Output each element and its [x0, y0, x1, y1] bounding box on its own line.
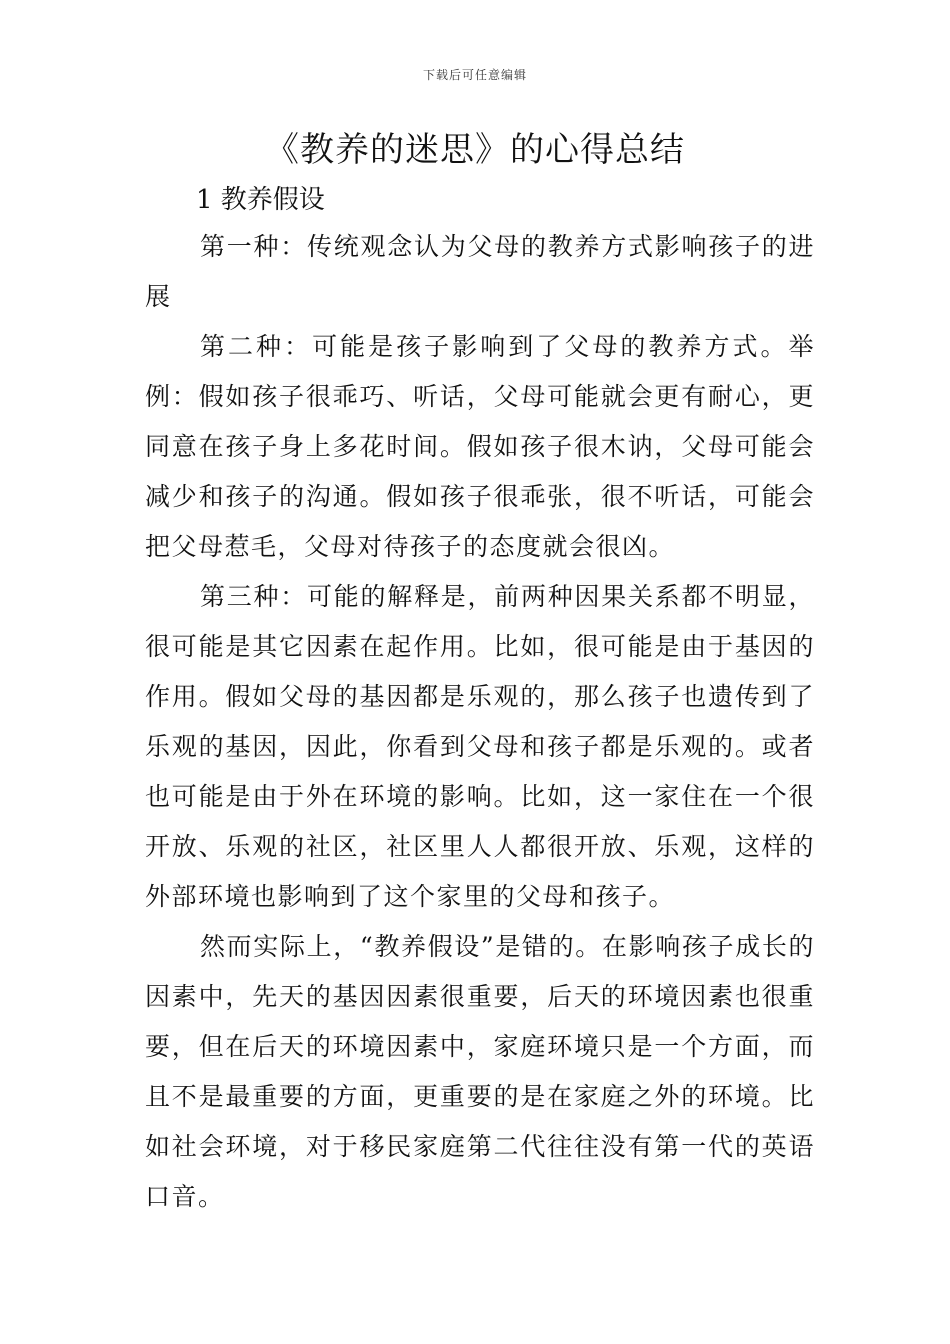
document-title: 《教养的迷思》的心得总结: [265, 130, 685, 170]
header-note: 下载后可任意编辑: [422, 68, 527, 82]
paragraph-1: 第一种：传统观念认为父母的教养方式影响孩子的进展: [145, 232, 815, 311]
paragraph-3: 第三种：可能的解释是，前两种因果关系都不明显，很可能是其它因素在起作用。比如，很可能是由于基因的作用。假如父母的基因都是乐观的，那么孩子也遗传到了乐观的基因，因此，你看到父母和孩子都是乐观的。或者也可能是由于外在环境的影响。比如，这一家住在一个很开放、乐观的社区，社区里人人都很开放、乐观，这样的外部环境也影响到了这个家里的父母和孩子。: [145, 582, 815, 911]
document-body: [145, 222, 815, 1222]
paragraph-2: 第二种：可能是孩子影响到了父母的教养方式。举例：假如孩子很乖巧、听话，父母可能就会更有耐心，更同意在孩子身上多花时间。假如孩子很木讷，父母可能会减少和孩子的沟通。假如孩子很乖张，很不听话，可能会把父母惹毛，父母对待孩子的态度就会很凶。: [145, 332, 815, 561]
section-heading: 1 教养假设: [196, 185, 325, 215]
paragraph-4: 然而实际上，“教养假设”是错的。在影响孩子成长的因素中，先天的基因因素很重要，后天的环境因素也很重要，但在后天的环境因素中，家庭环境只是一个方面，而且不是最重要的方面，更重要的是在家庭之外的环境。比如社会环境，对于移民家庭第二代往往没有第一代的英语口音。: [145, 932, 815, 1211]
